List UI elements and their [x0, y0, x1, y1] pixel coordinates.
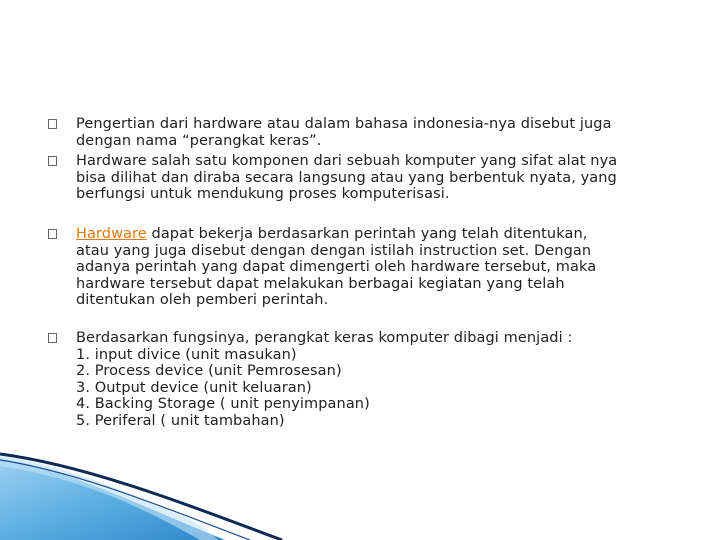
- bullet-line: bisa dilihat dan diraba secara langsung atau yang berbentuk nyata, yang: [76, 169, 617, 186]
- bullet-line-rest: dapat bekerja berdasarkan perintah yang telah ditentukan,: [146, 226, 588, 242]
- bullet-line: ditentukan oleh pemberi perintah.: [76, 292, 329, 309]
- bullet-text: [76, 153, 696, 203]
- bullet-square-icon: [48, 229, 57, 239]
- bullet-text: [76, 330, 696, 430]
- bullet-square-icon: [48, 119, 57, 129]
- bullet-line: 4. Backing Storage ( unit penyimpanan): [76, 396, 370, 413]
- bullet-text: [76, 226, 696, 309]
- bullet-square-icon: [48, 333, 57, 343]
- bullet-line: adanya perintah yang dapat dimengerti oleh hardware tersebut, maka: [76, 259, 597, 276]
- bullet-text: [76, 116, 696, 149]
- bullet-line: Hardware salah satu komponen dari sebuah komputer yang sifat alat nya: [76, 153, 618, 169]
- hardware-link[interactable]: Hardware: [76, 226, 147, 242]
- bullet-line: Pengertian dari hardware atau dalam bahasa indonesia-nya disebut juga: [76, 116, 612, 132]
- bullet-line: atau yang juga disebut dengan dengan istilah instruction set. Dengan: [76, 242, 592, 259]
- bullet-line: berfungsi untuk mendukung proses komputerisasi.: [76, 186, 450, 203]
- bullet-line: Berdasarkan fungsinya, perangkat keras komputer dibagi menjadi :: [76, 330, 573, 346]
- bullet-line: 2. Process device (unit Pemrosesan): [76, 363, 342, 380]
- bullet-line: 1. input divice (unit masukan): [76, 346, 297, 363]
- bullet-line: hardware tersebut dapat melakukan berbagai kegiatan yang telah: [76, 275, 565, 292]
- bullet-line: [76, 226, 696, 243]
- bullet-line: dengan nama “perangkat keras”.: [76, 132, 322, 149]
- wave-decoration: [0, 440, 720, 540]
- bullet-square-icon: [48, 156, 57, 166]
- bullet-line: 3. Output device (unit keluaran): [76, 379, 312, 396]
- bullet-line: 5. Periferal ( unit tambahan): [76, 412, 285, 429]
